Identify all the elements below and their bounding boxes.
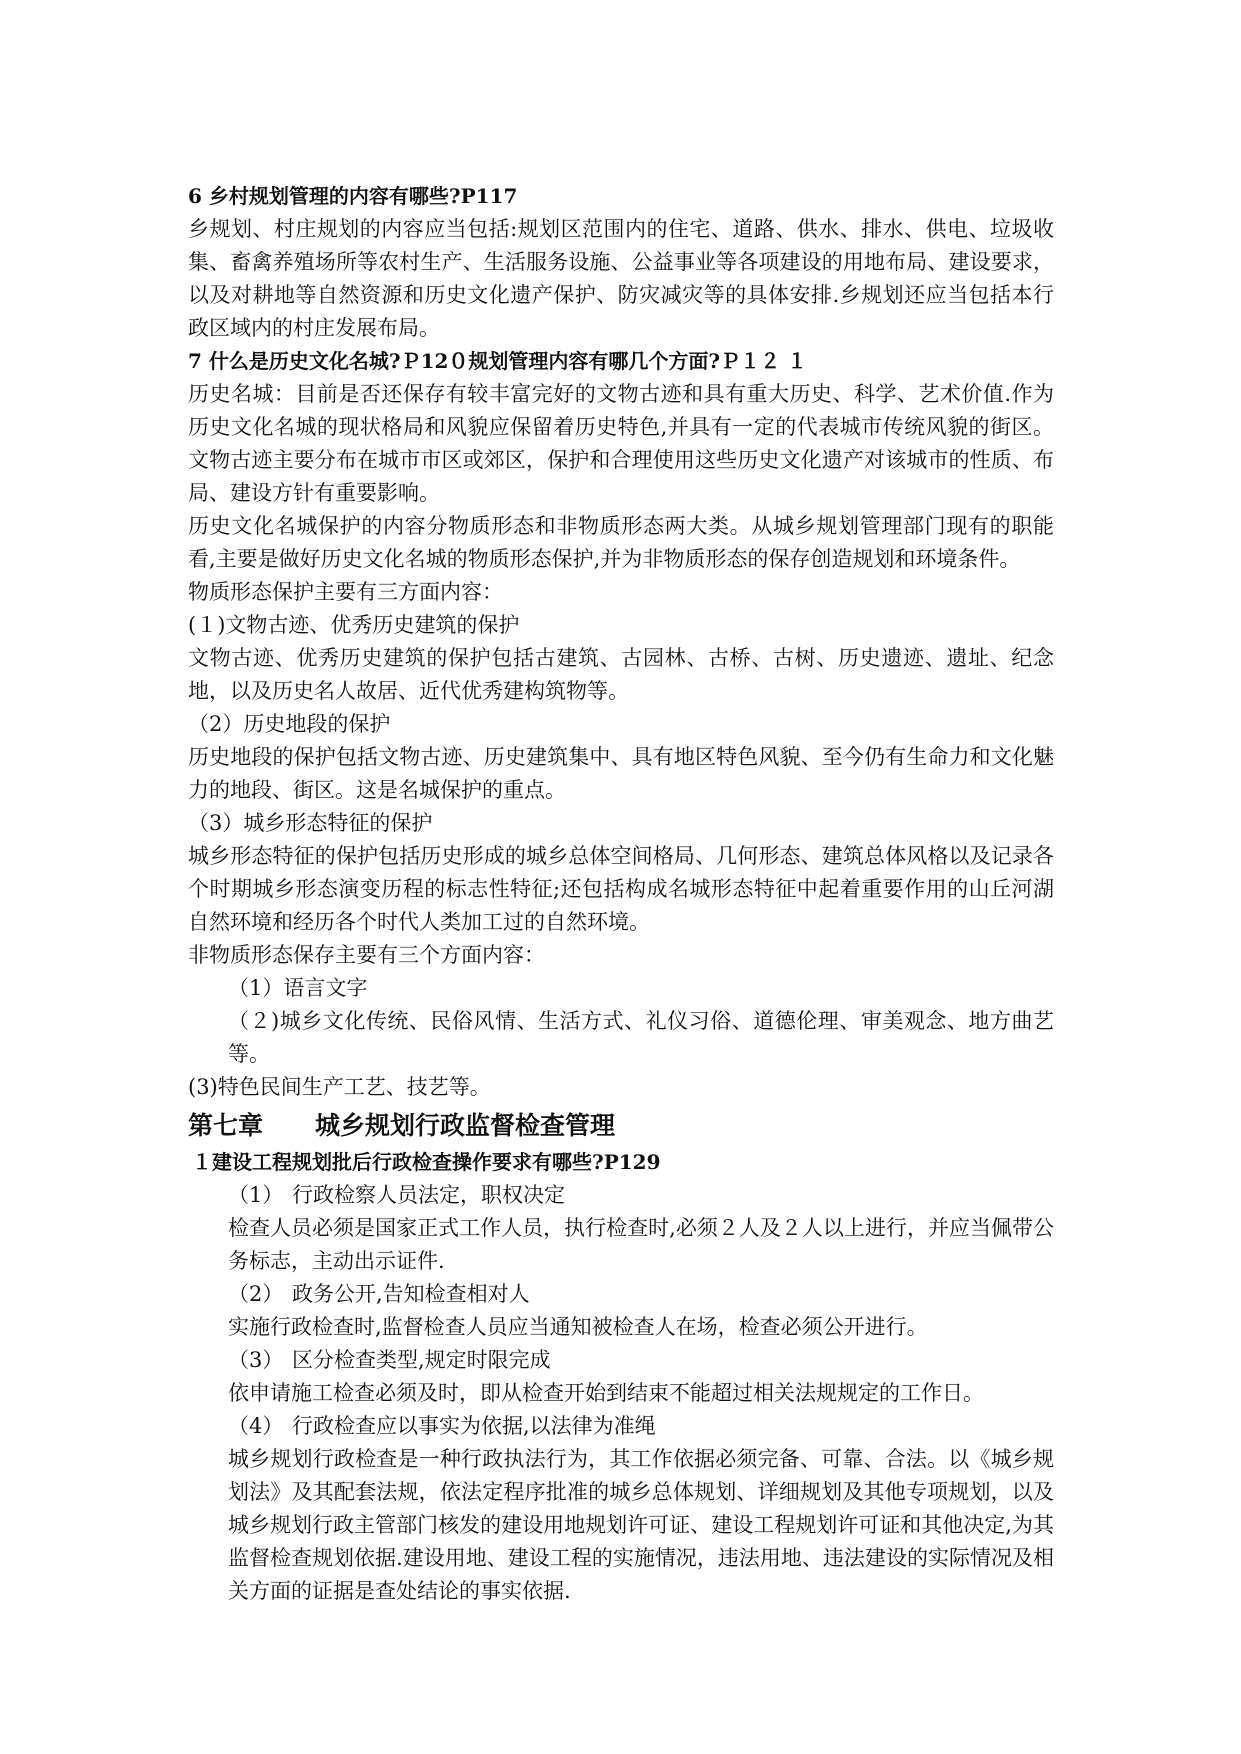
nonmaterial-intro: 非物质形态保存主要有三个方面内容： [188, 943, 545, 967]
material-item-1-title: (１)文物古迹、优秀历史建筑的保护 [188, 613, 520, 637]
question-6-heading: 6 乡村规划管理的内容有哪些?P117 [188, 184, 518, 208]
check-item-2-title: （2） 政务公开,告知检查相对人 [228, 1282, 530, 1306]
check-item-4-body: 城乡规划行政检查是一种行政执法行为，其工作依据必须完备、可靠、合法。以《城乡规划法》及其配套法规，依法定程序批准的城乡总体规划、详细规划及其他专项规划，以及城乡规划行政主管部门核发的建设用地规划许可证、建设工程规划许可证和其他决定,为其监督检查规划依据.建设用地、建设工程的实施情况，违法用地、违法建设的实际情况及相关方面的证据是查处结论的事实依据. [228, 1447, 1054, 1603]
chapter-7-heading [188, 1106, 1054, 1146]
nonmaterial-item-3: (3)特色民间生产工艺、技艺等。 [188, 1075, 491, 1099]
material-item-1-body: 文物古迹、优秀历史建筑的保护包括古建筑、古园林、古桥、古树、历史遗迹、遗址、纪念地，以及历史名人故居、近代优秀建构筑物等。 [188, 646, 1054, 703]
check-item-4-title: （4） 行政检查应以事实为依据,以法律为准绳 [228, 1414, 656, 1438]
chapter-7-question-1-heading: １建设工程规划批后行政检查操作要求有哪些?P129 [192, 1150, 661, 1174]
chapter-7-title: 城乡规划行政监督检查管理 [315, 1111, 616, 1140]
check-item-1-body: 检查人员必须是国家正式工作人员，执行检查时,必须２人及２人以上进行，并应当佩带公务标志，主动出示证件. [228, 1216, 1054, 1273]
nonmaterial-item-1: （1）语言文字 [228, 976, 368, 1000]
document-content [188, 180, 1054, 1608]
check-item-1-title: （1） 行政检察人员法定，职权决定 [228, 1183, 565, 1207]
protection-intro: 历史文化名城保护的内容分物质形态和非物质形态两大类。从城乡规划管理部门现有的职能看,主要是做好历史文化名城的物质形态保护,并为非物质形态的保存创造规划和环境条件。 [188, 514, 1054, 571]
material-item-3-title: （3）城乡形态特征的保护 [188, 811, 433, 835]
material-protection-intro: 物质形态保护主要有三方面内容： [188, 580, 503, 604]
check-item-3-body: 依申请施工检查必须及时，即从检查开始到结束不能超过相关法规规定的工作日。 [228, 1381, 984, 1405]
check-item-3-title: （3） 区分检查类型,规定时限完成 [228, 1348, 551, 1372]
material-item-2-title: （2）历史地段的保护 [188, 712, 391, 736]
material-item-2-body: 历史地段的保护包括文物古迹、历史建筑集中、具有地区特色风貌、至今仍有生命力和文化魅力的地段、街区。这是名城保护的重点。 [188, 745, 1054, 802]
nonmaterial-item-2: （２)城乡文化传统、民俗风情、生活方式、礼仪习俗、道德伦理、审美观念、地方曲艺等。 [228, 1009, 1054, 1066]
question-6-answer: 乡规划、村庄规划的内容应当包括:规划区范围内的住宅、道路、供水、排水、供电、垃圾收集、畜禽养殖场所等农村生产、生活服务设施、公益事业等各项建设的用地布局、建设要求，以及对耕地等自然资源和历史文化遗产保护、防灾减灾等的具体安排.乡规划还应当包括本行政区域内的村庄发展布局。 [188, 217, 1054, 340]
check-item-2-body: 实施行政检查时,监督检查人员应当通知被检查人在场，检查必须公开进行。 [228, 1315, 928, 1339]
question-7-heading: 7 什么是历史文化名城?Ｐ12０规划管理内容有哪几个方面?Ｐ１２ １ [188, 349, 808, 373]
chapter-7-label: 第七章 [188, 1111, 264, 1140]
material-item-3-body: 城乡形态特征的保护包括历史形成的城乡总体空间格局、几何形态、建筑总体风格以及记录各个时期城乡形态演变历程的标志性特征;还包括构成名城形态特征中起着重要作用的山丘河湖自然环境和经历各个时代人类加工过的自然环境。 [188, 844, 1054, 934]
historic-city-definition: 历史名城：目前是否还保存有较丰富完好的文物古迹和具有重大历史、科学、艺术价值.作为历史文化名城的现状格局和风貌应保留着历史特色,并具有一定的代表城市传统风貌的街区。文物古迹主要分布在城市市区或郊区，保护和合理使用这些历史文化遗产对该城市的性质、布局、建设方针有重要影响。 [188, 382, 1054, 505]
